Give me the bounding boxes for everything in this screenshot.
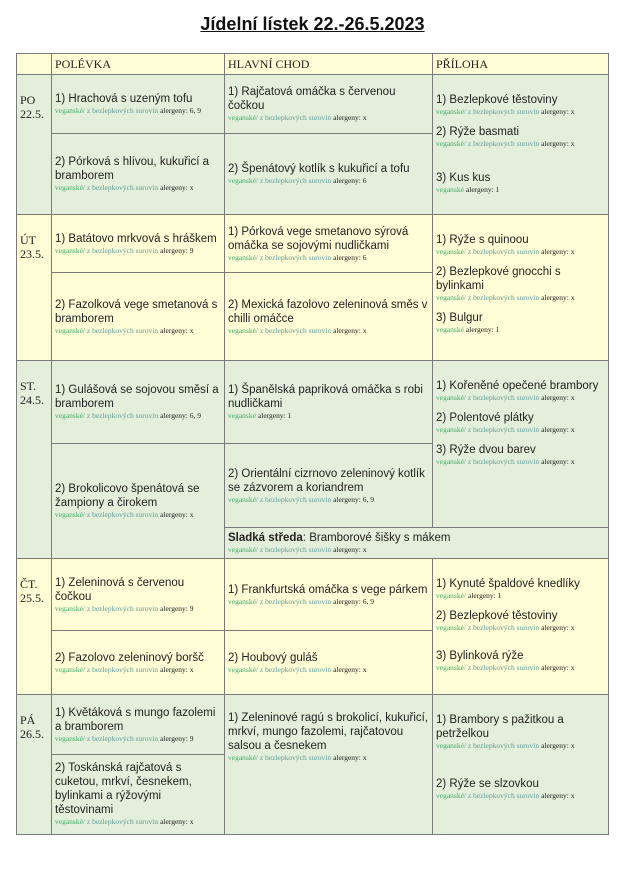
diet-tags	[228, 176, 429, 186]
diet-tags	[55, 183, 221, 193]
allergens: alergeny: 1	[465, 325, 500, 334]
main-item	[228, 85, 429, 123]
gluten-free-tag: / z bezlepkových surovin	[463, 741, 540, 750]
dish-name: 1) Hrachová s uzeným tofu	[55, 93, 193, 105]
side-item	[436, 265, 605, 303]
soup-cell	[51, 272, 225, 361]
vegan-tag: veganské	[228, 252, 256, 262]
gluten-free-tag: / z bezlepkových surovin	[255, 596, 332, 606]
vegan-tag: veganské	[436, 247, 464, 256]
gluten-free-tag: / z bezlepkových surovin	[255, 494, 332, 504]
vegan-tag: veganské	[228, 411, 256, 420]
main-cell	[224, 272, 433, 361]
soup-item	[55, 155, 221, 193]
gluten-free-tag: / z bezlepkových surovin	[82, 325, 159, 335]
main-cell	[224, 360, 433, 444]
allergens: alergeny: 6, 9	[333, 494, 374, 504]
diet-tags	[55, 665, 221, 675]
dish-name: 2) Rýže basmati	[436, 126, 520, 138]
side-item	[436, 577, 605, 601]
soup-cell	[51, 630, 225, 695]
side-item	[436, 171, 605, 195]
diet-tags	[436, 741, 605, 751]
vegan-tag: veganské	[436, 185, 464, 194]
allergens: alergeny: 6	[333, 252, 367, 262]
diet-tags	[55, 604, 221, 614]
soup-cell	[51, 74, 225, 134]
dish-name: 1) Batátovo mrkvová s hráškem	[55, 232, 217, 245]
sweet-cell	[224, 527, 609, 559]
side-cell	[432, 694, 609, 835]
dish-name: 1) Brambory s pažitkou a petrželkou	[436, 714, 564, 740]
dish-name: 2) Fazolovo zeleninový boršč	[55, 651, 204, 664]
diet-tags	[55, 246, 221, 256]
dish-name: 1) Rajčatová omáčka s červenou čočkou	[228, 86, 396, 112]
dish-name: 1) Španělská papriková omáčka s robi nudličkami	[228, 384, 423, 410]
dish-name: 1) Zeleninové ragú s brokolicí, kukuřicí, mrkví, mungo fazolemi, rajčatovou salsou a česnekem	[228, 712, 429, 752]
soup-cell	[51, 694, 225, 755]
dish-name: 2) Brokolicovo špenátová se žampiony a čirokem	[55, 483, 200, 509]
soup-item	[55, 92, 221, 116]
gluten-free-tag: / z bezlepkových surovin	[82, 183, 159, 192]
main-item	[228, 651, 429, 675]
gluten-free-tag: / z bezlepkových surovin	[463, 623, 540, 632]
gluten-free-tag: / z bezlepkových surovin	[463, 247, 540, 256]
allergens: alergeny: 6, 9	[160, 106, 201, 115]
allergens: alergeny: x	[541, 663, 575, 672]
day-cell	[16, 694, 52, 835]
header-empty	[16, 53, 52, 75]
dish-name: 3) Kus kus	[436, 172, 491, 184]
header-main	[224, 53, 433, 75]
diet-tags	[55, 326, 221, 336]
vegan-tag: veganské	[436, 293, 464, 302]
sweet-name: Bramborové šišky s mákem	[309, 532, 451, 544]
gluten-free-tag: / z bezlepkových surovin	[82, 817, 159, 826]
diet-tags	[436, 791, 605, 801]
day-cell	[16, 558, 52, 695]
gluten-free-tag: / z bezlepkových surovin	[463, 425, 540, 434]
diet-tags	[436, 185, 605, 195]
day-label: ÚT	[20, 233, 36, 247]
gluten-free-tag: / z bezlepkových surovin	[82, 245, 159, 255]
allergens: alergeny: x	[541, 247, 575, 256]
allergens: alergeny: x	[333, 113, 367, 122]
vegan-tag: veganské	[436, 741, 464, 750]
gluten-free-tag: / z bezlepkových surovin	[82, 603, 159, 613]
allergens: alergeny: x	[541, 107, 575, 116]
allergens: alergeny: 9	[160, 245, 194, 255]
diet-tags	[228, 113, 429, 123]
diet-tags	[228, 326, 429, 336]
allergens: alergeny: x	[541, 791, 575, 800]
sweet-label: Sladká středa	[228, 532, 303, 544]
allergens: alergeny: 1	[257, 411, 292, 420]
side-item	[436, 609, 605, 633]
vegan-tag: veganské	[228, 753, 256, 762]
allergens: alergeny: 1	[465, 185, 500, 194]
allergens: alergeny: x	[333, 753, 367, 762]
gluten-free-tag: / z bezlepkových surovin	[463, 293, 540, 302]
gluten-free-tag: / z bezlepkových surovin	[82, 411, 159, 420]
allergens: alergeny: 6, 9	[333, 596, 374, 606]
main-cell	[224, 133, 433, 215]
dish-name: 1) Bezlepkové těstoviny	[436, 94, 558, 106]
gluten-free-tag: / z bezlepkových surovin	[255, 753, 332, 762]
allergens: alergeny: 6, 9	[160, 411, 201, 420]
vegan-tag: veganské	[228, 113, 256, 122]
dish-name: 1) Pórková vege smetanovo sýrová omáčka se sojovými nudličkami	[228, 225, 409, 252]
dish-name: 2) Mexická fazolovo zeleninová směs v chilli omáčce	[228, 298, 428, 325]
header-label: POLÉVKA	[55, 56, 111, 71]
dish-name: 1) Frankfurtská omáčka s vege párkem	[228, 583, 428, 596]
dish-name: 1) Rýže s quinoou	[436, 234, 529, 246]
dish-name: 2) Bezlepkové gnocchi s bylinkami	[436, 266, 561, 292]
soup-item	[55, 298, 221, 336]
day-label: PÁ	[20, 713, 36, 727]
diet-tags	[55, 106, 221, 116]
dish-name: 2) Orientální cizrnovo zeleninový kotlík se zázvorem a koriandrem	[228, 467, 425, 494]
diet-tags	[55, 510, 221, 520]
soup-cell	[51, 133, 225, 215]
gluten-free-tag: / z bezlepkových surovin	[463, 107, 540, 116]
vegan-tag: veganské/	[436, 591, 466, 600]
header-side	[432, 53, 609, 75]
gluten-free-tag: / z bezlepkových surovin	[255, 113, 332, 122]
dish-name: 2) Houbový guláš	[228, 651, 318, 664]
day-date: 26.5.	[20, 727, 44, 741]
main-item	[228, 583, 429, 607]
side-item	[436, 443, 605, 467]
side-item	[436, 93, 605, 117]
diet-tags	[436, 591, 605, 601]
diet-tags	[228, 253, 429, 263]
vegan-tag: veganské	[436, 107, 464, 116]
diet-tags	[228, 495, 429, 505]
day-cell	[16, 214, 52, 361]
vegan-tag: veganské	[436, 393, 464, 402]
vegan-tag: veganské	[436, 791, 464, 800]
soup-item	[55, 576, 221, 614]
allergens: alergeny: 1	[468, 591, 502, 600]
header-label: PŘÍLOHA	[436, 56, 489, 71]
dish-name: 2) Pórková s hlívou, kukuřicí a bramborem	[55, 156, 210, 182]
dish-name: 3) Bylinková rýže	[436, 650, 524, 662]
dish-name: 1) Zeleninová s červenou čočkou	[55, 576, 185, 603]
gluten-free-tag: / z bezlepkových surovin	[463, 791, 540, 800]
vegan-tag: veganské	[228, 596, 256, 606]
sweet-item	[228, 531, 605, 555]
day-date: 22.5.	[20, 107, 44, 121]
allergens: alergeny: x	[541, 623, 575, 632]
gluten-free-tag: / z bezlepkových surovin	[82, 733, 159, 743]
dish-name: 2) Toskánská rajčatová s cuketou, mrkví, česnekem, bylinkami a rýžovými těstovinami	[55, 762, 192, 816]
allergens: alergeny: x	[541, 741, 575, 750]
soup-item	[55, 232, 221, 256]
vegan-tag: veganské	[228, 494, 256, 504]
diet-tags	[228, 753, 429, 763]
vegan-tag: veganské	[55, 603, 83, 613]
day-label: ČT.	[20, 577, 38, 591]
soup-cell	[51, 360, 225, 444]
day-date: 23.5.	[20, 247, 44, 261]
diet-tags	[436, 293, 605, 303]
diet-tags	[55, 411, 221, 421]
gluten-free-tag: / z bezlepkových surovin	[463, 457, 540, 466]
diet-tags	[228, 665, 429, 675]
allergens: alergeny: x	[333, 664, 367, 674]
side-item	[436, 379, 605, 403]
page-title: Jídelní lístek 22.-26.5.2023	[200, 14, 425, 34]
side-item	[436, 649, 605, 673]
vegan-tag: veganské	[55, 510, 83, 519]
diet-tags	[436, 425, 605, 435]
diet-tags	[436, 623, 605, 633]
day-cell	[16, 74, 52, 215]
day-cell	[16, 360, 52, 559]
diet-tags	[55, 817, 221, 827]
dish-name: 1) Květáková s mungo fazolemi a bramborem	[55, 706, 216, 733]
day-date: 24.5.	[20, 393, 44, 407]
dish-name: 2) Fazolková vege smetanová s bramborem	[55, 298, 218, 325]
allergens: alergeny: x	[541, 393, 575, 402]
allergens: alergeny: x	[541, 425, 575, 434]
diet-tags	[436, 663, 605, 673]
dish-name: 1) Kynuté špaldové knedlíky	[436, 578, 580, 590]
vegan-tag: veganské	[55, 664, 83, 674]
vegan-tag: veganské	[55, 325, 83, 335]
side-cell	[432, 214, 609, 361]
allergens: alergeny: x	[160, 510, 194, 519]
diet-tags	[228, 545, 605, 555]
gluten-free-tag: / z bezlepkových surovin	[255, 325, 332, 335]
diet-tags	[436, 393, 605, 403]
main-cell	[224, 443, 433, 528]
vegan-tag: veganské	[55, 817, 83, 826]
allergens: alergeny: 6	[333, 176, 367, 185]
side-item	[436, 713, 605, 751]
allergens: alergeny: x	[541, 139, 575, 148]
gluten-free-tag: / z bezlepkových surovin	[255, 176, 332, 185]
header-label: HLAVNÍ CHOD	[228, 56, 310, 71]
day-label: PO	[20, 93, 36, 107]
main-cell	[224, 694, 433, 835]
dish-name: 2) Polentové plátky	[436, 412, 534, 424]
vegan-tag: veganské	[55, 733, 83, 743]
side-cell	[432, 360, 609, 528]
allergens: alergeny: x	[541, 457, 575, 466]
gluten-free-tag: / z bezlepkových surovin	[463, 663, 540, 672]
allergens: alergeny: x	[160, 325, 194, 335]
vegan-tag: veganské	[228, 545, 256, 554]
dish-name: Sladká středa: Bramborové šišky s mákem	[228, 532, 451, 544]
dish-name: 3) Rýže dvou barev	[436, 444, 536, 456]
vegan-tag: veganské	[55, 245, 83, 255]
allergens: alergeny: x	[160, 183, 194, 192]
diet-tags	[436, 325, 605, 335]
main-item	[228, 711, 429, 763]
vegan-tag: veganské	[436, 623, 464, 632]
side-cell	[432, 74, 609, 215]
main-cell	[224, 630, 433, 695]
vegan-tag: veganské	[55, 183, 83, 192]
soup-item	[55, 706, 221, 744]
gluten-free-tag: / z bezlepkových surovin	[82, 106, 159, 115]
allergens: alergeny: x	[333, 545, 367, 554]
allergens: alergeny: 9	[160, 603, 194, 613]
diet-tags	[228, 597, 429, 607]
main-item	[228, 298, 429, 336]
diet-tags	[55, 734, 221, 744]
gluten-free-tag: / z bezlepkových surovin	[463, 139, 540, 148]
gluten-free-tag: / z bezlepkových surovin	[82, 664, 159, 674]
vegan-tag: veganské	[436, 457, 464, 466]
main-cell	[224, 74, 433, 134]
diet-tags	[436, 457, 605, 467]
diet-tags	[436, 139, 605, 149]
vegan-tag: veganské	[436, 139, 464, 148]
dish-name: 2) Rýže se slzovkou	[436, 778, 539, 790]
main-item	[228, 225, 429, 263]
vegan-tag: veganské	[436, 425, 464, 434]
dish-name: 3) Bulgur	[436, 312, 483, 324]
side-item	[436, 125, 605, 149]
side-item	[436, 311, 605, 335]
allergens: alergeny: x	[160, 664, 194, 674]
allergens: alergeny: x	[160, 817, 194, 826]
soup-item	[55, 761, 221, 827]
vegan-tag: veganské	[55, 411, 83, 420]
gluten-free-tag: / z bezlepkových surovin	[255, 545, 332, 554]
header-soup	[51, 53, 225, 75]
diet-tags	[436, 107, 605, 117]
soup-cell	[51, 558, 225, 631]
soup-cell	[51, 214, 225, 273]
day-label: ST.	[20, 379, 37, 393]
dish-name: 2) Bezlepkové těstoviny	[436, 610, 558, 622]
day-date: 25.5.	[20, 591, 44, 605]
vegan-tag: veganské	[436, 663, 464, 672]
allergens: alergeny: x	[541, 293, 575, 302]
side-item	[436, 233, 605, 257]
main-cell	[224, 214, 433, 273]
diet-tags	[228, 411, 429, 421]
vegan-tag: veganské	[228, 664, 256, 674]
gluten-free-tag: / z bezlepkových surovin	[82, 510, 159, 519]
gluten-free-tag: / z bezlepkových surovin	[255, 664, 332, 674]
allergens: alergeny: 9	[160, 733, 194, 743]
dish-name: 1) Kořeněné opečené brambory	[436, 380, 599, 392]
soup-cell	[51, 754, 225, 835]
diet-tags	[436, 247, 605, 257]
dish-name: 2) Špenátový kotlík s kukuřicí a tofu	[228, 163, 410, 175]
gluten-free-tag: / z bezlepkových surovin	[463, 393, 540, 402]
dish-name: 1) Gulášová se sojovou směsí a bramborem	[55, 384, 219, 410]
vegan-tag: veganské	[436, 325, 464, 334]
soup-cell	[51, 443, 225, 559]
soup-item	[55, 383, 221, 421]
side-item	[436, 777, 605, 801]
gluten-free-tag: / z bezlepkových surovin	[255, 252, 332, 262]
main-item	[228, 383, 429, 421]
main-item	[228, 467, 429, 505]
soup-item	[55, 482, 221, 520]
soup-item	[55, 651, 221, 675]
vegan-tag: veganské	[55, 106, 83, 115]
side-cell	[432, 558, 609, 695]
vegan-tag: veganské	[228, 176, 256, 185]
side-item	[436, 411, 605, 435]
main-item	[228, 162, 429, 186]
vegan-tag: veganské	[228, 325, 256, 335]
allergens: alergeny: x	[333, 325, 367, 335]
main-cell	[224, 558, 433, 631]
